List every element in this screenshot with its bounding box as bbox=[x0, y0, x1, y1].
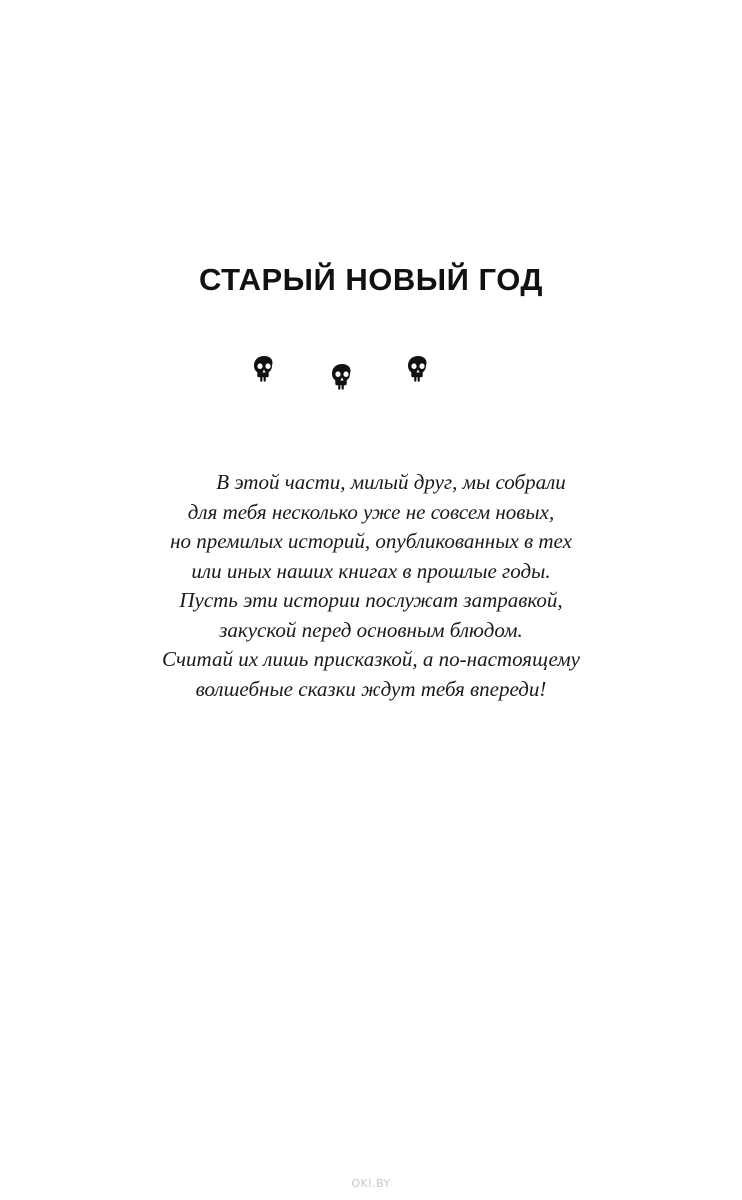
skull-icon bbox=[330, 363, 354, 391]
intro-paragraph bbox=[0, 468, 742, 704]
chapter-title: СТАРЫЙ НОВЫЙ ГОД bbox=[199, 262, 543, 297]
skull-icon bbox=[406, 355, 430, 383]
paragraph-line: Пусть эти истории послужат затравкой, bbox=[179, 588, 563, 612]
paragraph-line: для тебя несколько уже не совсем новых, bbox=[187, 499, 555, 524]
paragraph-line: но премилых историй, опубликованных в тех bbox=[170, 529, 572, 553]
site-watermark: OKI.BY bbox=[351, 1177, 391, 1190]
paragraph-line: В этой части, милый друг, мы собрали bbox=[216, 470, 566, 494]
paragraph-line: или иных наших книгах в прошлые годы. bbox=[191, 558, 551, 583]
paragraph-line: закуской перед основным блюдом. bbox=[219, 617, 523, 642]
paragraph-line: волшебные сказки ждут тебя впереди! bbox=[195, 676, 547, 701]
skull-icon bbox=[252, 355, 276, 383]
paragraph-line: Считай их лишь присказкой, а по-настоящему bbox=[162, 647, 580, 671]
